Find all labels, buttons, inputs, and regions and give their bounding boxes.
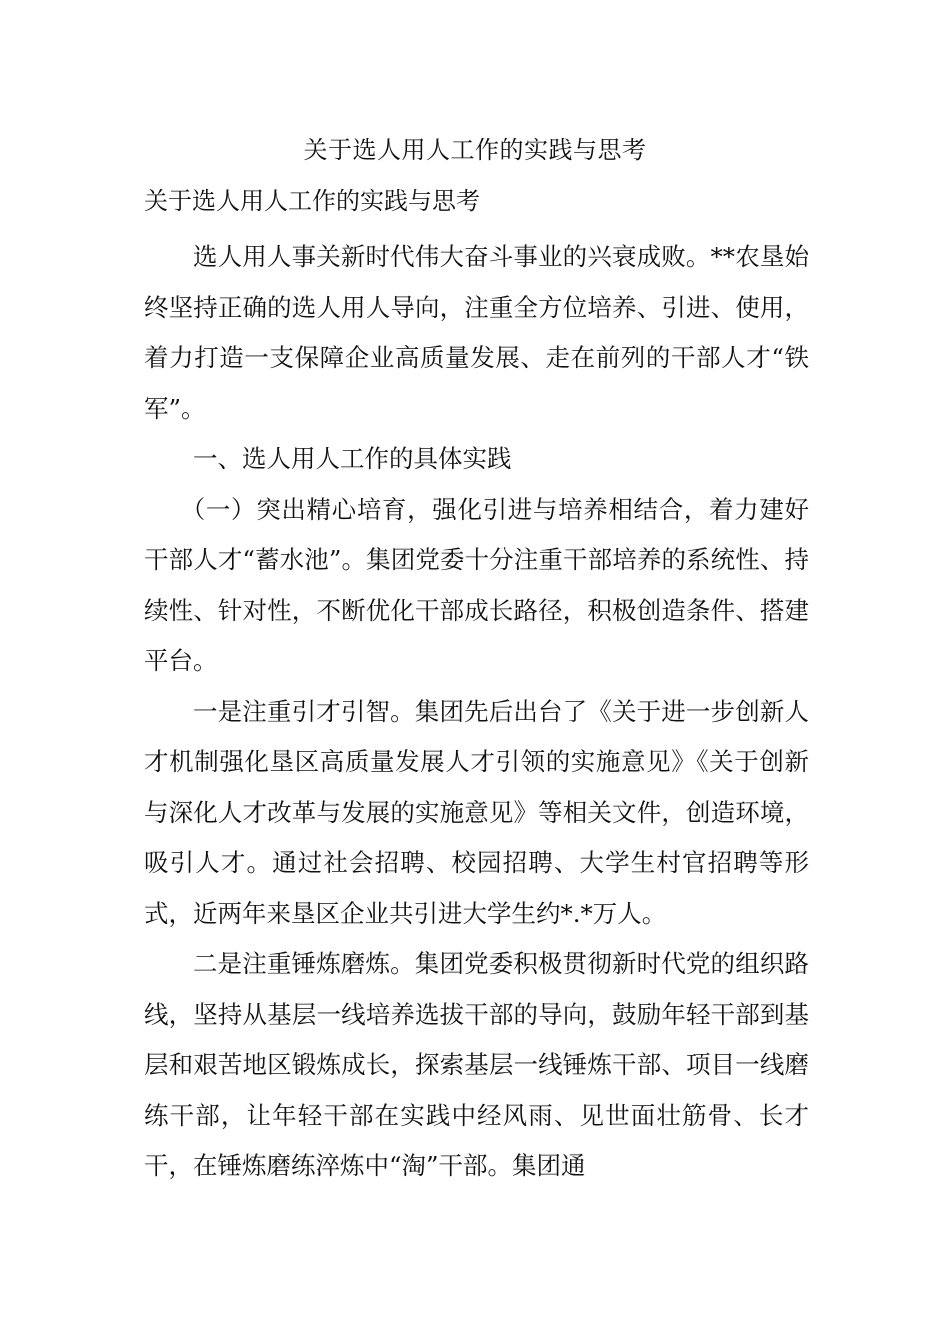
paragraph-intro: 选人用人事关新时代伟大奋斗事业的兴衰成败。**农垦始终坚持正确的选人用人导向，注重全方位培养、引进、使用，着力打造一支保障企业高质量发展、走在前列的干部人才“铁军”。 [144,242,809,423]
document-subtitle: 关于选人用人工作的实践与思考 [144,187,480,215]
paragraph-subsection-1: （一）突出精心培育，强化引进与培养相结合，着力建好干部人才“蓄水池”。集团党委十分注重干部培养的系统性、持续性、针对性，不断优化干部成长路径，积极创造条件、搭建平台。 [144,494,809,675]
section-heading-1: 一、选人用人工作的具体实践 [193,444,512,473]
document-title: 关于选人用人工作的实践与思考 [303,136,647,164]
paragraph-point-1: 一是注重引才引智。集团先后出台了《关于进一步创新人才机制强化垦区高质量发展人才引领的实施意见》《关于创新与深化人才改革与发展的实施意见》等相关文件，创造环境，吸引人才。通过社会招聘、校园招聘、大学生村官招聘等形式，近两年来垦区企业共引进大学生约*.*万人。 [144,696,809,928]
paragraph-point-2: 二是注重锤炼磨炼。集团党委积极贯彻新时代党的组织路线，坚持从基层一线培养选拔干部的导向，鼓励年轻干部到基层和艰苦地区锻炼成长，探索基层一线锤炼干部、项目一线磨练干部，让年轻干部在实践中经风雨、见世面壮筋骨、长才干，在锤炼磨练淬炼中“淘”干部。集团通 [144,949,809,1180]
document-body [144,232,809,1192]
